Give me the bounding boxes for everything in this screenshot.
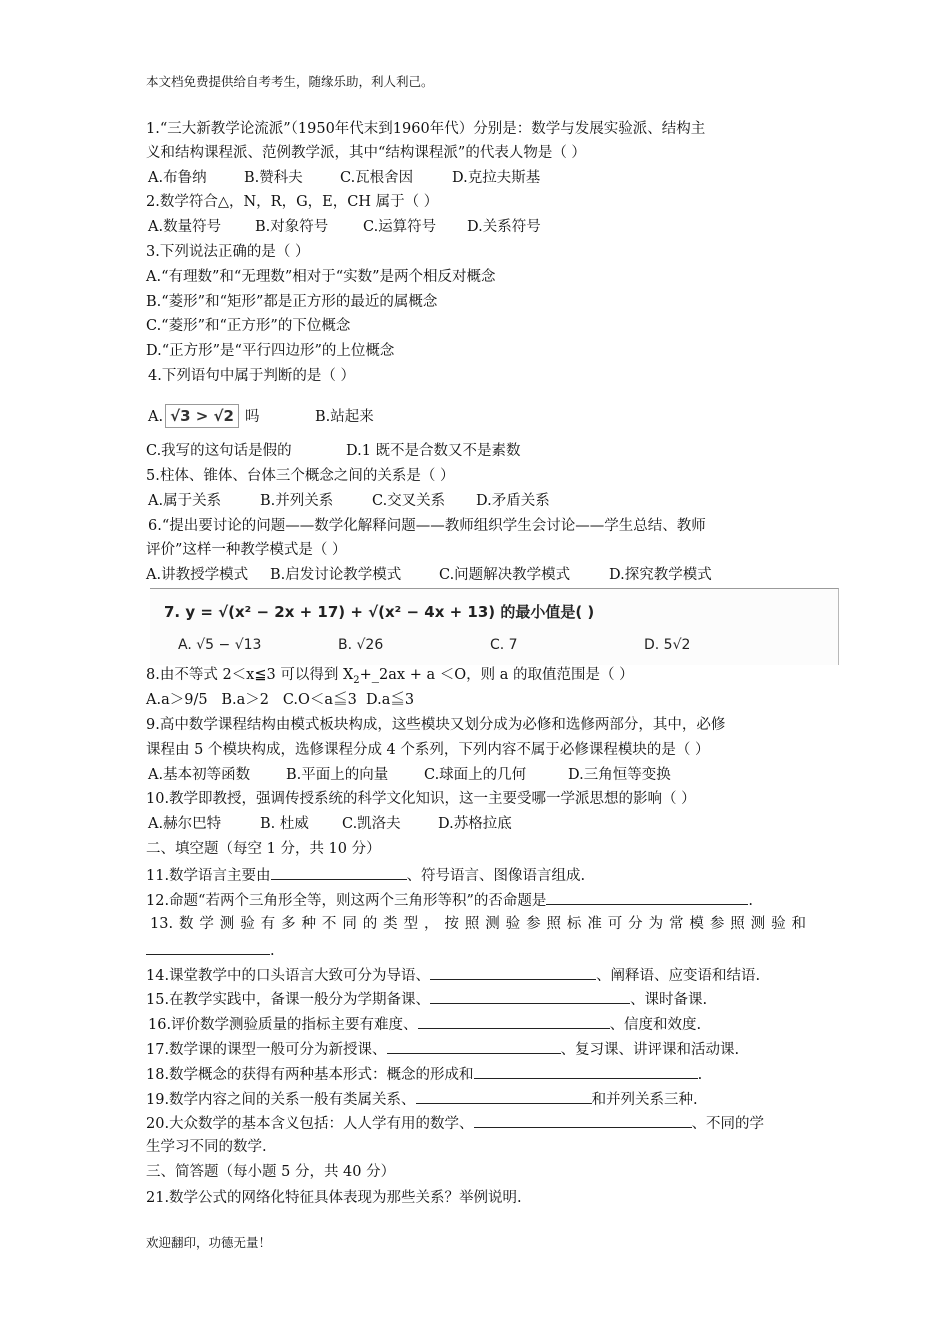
section2-heading: 二、填空题（每空 1 分，共 10 分） [146, 841, 381, 857]
q11-blank [271, 864, 407, 880]
q18-text-b: . [697, 1067, 703, 1083]
q5-option-d: D.矛盾关系 [476, 493, 550, 509]
q7-option-d: D. 5√2 [644, 637, 691, 653]
q8-stem-part2: +_2ax + a ＜O，则 a 的取值范围是（ ） [359, 667, 634, 683]
q4-option-a-prefix: A. [148, 409, 164, 425]
q4-options-cd [146, 441, 521, 461]
q1-option-c: C.瓦根舍因 [340, 170, 414, 186]
q9-options [148, 765, 671, 785]
q17 [146, 1038, 739, 1060]
q10-stem: 10.教学即教授，强调传授系统的科学文化知识，这一主要受哪一学派思想的影响（ ） [146, 791, 696, 807]
q11 [146, 864, 585, 886]
q15-text-a: 15.在教学实践中，备课一般分为学期备课、 [146, 992, 431, 1008]
q15 [146, 988, 707, 1010]
q21-stem: 21.数学公式的网络化特征具体表现为那些关系？举例说明. [146, 1190, 522, 1206]
q5-option-a: A.属于关系 [148, 493, 222, 509]
q13-line2 [146, 939, 275, 961]
q18-blank [474, 1063, 698, 1079]
q6-option-a: A.讲教授学模式 [146, 567, 249, 583]
q6-option-d: D.探究教学模式 [609, 567, 712, 583]
q4-option-a-suffix: 吗 [245, 409, 260, 425]
q16-text-a: 16.评价数学测验质量的指标主要有难度、 [148, 1017, 418, 1033]
q4-option-d: D.1 既不是合数又不是素数 [346, 443, 521, 459]
q10-option-c: C.凯洛夫 [342, 816, 401, 832]
q9-stem-line2: 课程由 5 个模块构成，选修课程分成 4 个系列，下列内容不属于必修课程模块的是（ ） [146, 742, 710, 758]
q3-option-c: C.“菱形”和“正方形”的下位概念 [146, 318, 351, 334]
q9-option-b: B.平面上的向量 [286, 767, 389, 783]
q2-stem: 2.数学符合△，N，R，G，E，CH 属于（ ） [146, 194, 439, 210]
q8-options: A.a＞9/5 B.a＞2 C.O＜a≦3 D.a≦3 [146, 692, 415, 708]
q3-stem: 3.下列说法正确的是（ ） [146, 244, 310, 260]
q3-option-b: B.“菱形”和“矩形”都是正方形的最近的属概念 [146, 294, 438, 310]
q6-options [146, 565, 712, 585]
q10-options [148, 814, 512, 834]
q7-option-a: A. √5 − √13 [178, 637, 262, 653]
q9-option-d: D.三角恒等变换 [568, 767, 671, 783]
q10-option-b: B. 杜威 [260, 816, 309, 832]
q19-text-b: 和并列关系三种. [591, 1092, 698, 1108]
q4-option-c: C.我写的这句话是假的 [146, 443, 292, 459]
q16-blank [418, 1013, 610, 1029]
q7-option-b: B. √26 [338, 637, 384, 653]
q20-blank [474, 1112, 692, 1128]
q3-option-a: A.“有理数”和“无理数”相对于“实数”是两个相反对概念 [146, 269, 496, 285]
q6-option-c: C.问题解决教学模式 [439, 567, 571, 583]
q14-blank [430, 964, 596, 980]
q13-text-b: . [270, 943, 275, 959]
q10-option-a: A.赫尔巴特 [148, 816, 222, 832]
q5-stem: 5.柱体、锥体、台体三个概念之间的关系是（ ） [146, 468, 455, 484]
q20-line1 [146, 1112, 764, 1134]
q14 [146, 964, 760, 986]
q10-option-d: D.苏格拉底 [438, 816, 512, 832]
q1-option-d: D.克拉夫斯基 [452, 170, 541, 186]
page-header: 本文档免费提供给自考考生，随缘乐助，利人利己。 [146, 74, 434, 89]
q14-text-a: 14.课堂教学中的口头语言大致可分为导语、 [146, 968, 431, 984]
q9-stem-line1: 9.高中数学课程结构由模式板块构成，这些模块又划分成为必修和选修两部分，其中，必修 [146, 717, 726, 733]
q4-stem: 4.下列语句中属于判断的是（ ） [148, 368, 355, 384]
q5-options [148, 491, 550, 511]
q2-option-a: A.数量符号 [148, 219, 222, 235]
q17-blank [387, 1038, 561, 1054]
q19-text-a: 19.数学内容之间的关系一般有类属关系、 [146, 1092, 416, 1108]
q17-text-a: 17.数学课的课型一般可分为新授课、 [146, 1042, 387, 1058]
q18 [146, 1063, 702, 1085]
q1-option-a: A.布鲁纳 [148, 170, 207, 186]
q1-stem-line2: 义和结构课程派、范例教学派，其中“结构课程派”的代表人物是（ ） [146, 145, 586, 161]
q15-blank [430, 988, 630, 1004]
q14-text-b: 、阐释语、应变语和结语. [596, 968, 761, 984]
q16 [148, 1013, 701, 1035]
q3-option-d: D.“正方形”是“平行四边形”的上位概念 [146, 343, 395, 359]
q6-stem-line1: 6.“提出要讨论的问题——数学化解释问题——教师组织学生会讨论——学生总结、教师 [148, 518, 706, 534]
q8-stem [146, 665, 634, 691]
q19-blank [416, 1088, 592, 1104]
q13-blank [146, 939, 270, 955]
q8-stem-part1: 8.由不等式 2＜x≦3 可以得到 X [146, 667, 354, 683]
page-footer: 欢迎翻印，功德无量！ [146, 1235, 272, 1250]
q5-option-c: C.交叉关系 [372, 493, 446, 509]
q4-option-b: B.站起来 [315, 409, 374, 425]
q6-option-b: B.启发讨论教学模式 [270, 567, 402, 583]
q13-line1: 13.数学测验有多种不同的类型，按照测验参照标准可分为常模参照测验和 [150, 916, 806, 932]
q12-text-b: . [748, 893, 753, 909]
q2-option-c: C.运算符号 [363, 219, 437, 235]
q12 [146, 889, 753, 911]
q17-text-b: 、复习课、讲评课和活动课. [560, 1042, 740, 1058]
q20-line2: 生学习不同的数学. [146, 1139, 267, 1155]
q11-text-b: 、符号语言、图像语言组成. [406, 868, 586, 884]
q1-options [148, 168, 540, 188]
q20-text-a: 20.大众数学的基本含义包括：人人学有用的数学、 [146, 1116, 474, 1132]
q6-stem-line2: 评价”这样一种教学模式是（ ） [146, 542, 347, 558]
q11-text-a: 11.数学语言主要由 [146, 868, 271, 884]
q20-text-b: 、不同的学 [691, 1116, 765, 1132]
q12-blank [546, 889, 748, 905]
q1-option-b: B.赞科夫 [244, 170, 303, 186]
q16-text-b: 、信度和效度. [609, 1017, 702, 1033]
q7-stem: 7. y = √(x² − 2x + 17) + √(x² − 4x + 13) 的最小值是( ) [164, 603, 595, 621]
q7-question-image [150, 588, 839, 665]
q2-option-b: B.对象符号 [255, 219, 329, 235]
q2-options [148, 217, 541, 237]
q4-math-image: √3 > √2 [165, 404, 239, 428]
section3-heading: 三、简答题（每小题 5 分，共 40 分） [146, 1164, 396, 1180]
q7-option-c: C. 7 [490, 637, 518, 653]
q5-option-b: B.并列关系 [260, 493, 334, 509]
q15-text-b: 、课时备课. [630, 992, 708, 1008]
q19 [146, 1088, 698, 1110]
q18-text-a: 18.数学概念的获得有两种基本形式：概念的形成和 [146, 1067, 474, 1083]
q1-stem-line1: 1.“三大新教学论流派”（1950年代末到1960年代）分别是：数学与发展实验派、结构主 [146, 121, 706, 137]
q12-text-a: 12.命题“若两个三角形全等，则这两个三角形等积”的否命题是 [146, 893, 547, 909]
q9-option-a: A.基本初等函数 [148, 767, 251, 783]
q8-stem-sub: 2 [353, 674, 360, 686]
q4-options-ab [148, 404, 374, 428]
q2-option-d: D.关系符号 [467, 219, 541, 235]
q9-option-c: C.球面上的几何 [424, 767, 527, 783]
